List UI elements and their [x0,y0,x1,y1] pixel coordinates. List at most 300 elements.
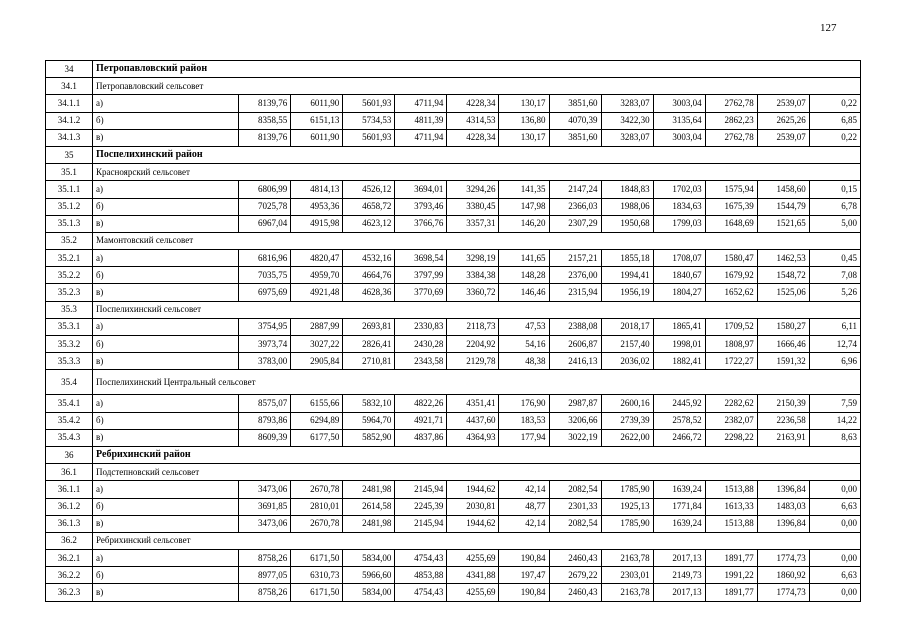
value-cell: 147,98 [499,198,549,215]
value-cell: 2315,94 [549,284,601,301]
row-label: в) [93,353,239,370]
row-code: 35 [46,146,93,163]
table-row [46,112,861,129]
value-cell: 0,00 [809,515,860,532]
row-label: а) [93,481,239,498]
value-cell: 3793,46 [395,198,447,215]
value-cell: 1991,22 [705,567,757,584]
value-cell: 3691,85 [239,498,291,515]
value-cell: 3851,60 [549,95,601,112]
value-cell: 1580,27 [757,318,809,335]
value-cell: 2578,52 [653,412,705,429]
row-code: 36.1.1 [46,481,93,498]
row-code: 35.2 [46,232,93,249]
value-cell: 6,85 [809,112,860,129]
row-label: б) [93,267,239,284]
council-header-row [46,301,861,318]
row-code: 34.1.2 [46,112,93,129]
row-code: 35.2.3 [46,284,93,301]
value-cell: 4814,13 [291,181,343,198]
value-cell: 8977,05 [239,567,291,584]
value-cell: 197,47 [499,567,549,584]
value-cell: 1771,84 [653,498,705,515]
value-cell: 4314,53 [447,112,499,129]
row-code: 36.2.1 [46,550,93,567]
value-cell: 5734,53 [343,112,395,129]
value-cell: 1834,63 [653,198,705,215]
value-cell: 1548,72 [757,267,809,284]
row-code: 35.2.2 [46,267,93,284]
value-cell: 2622,00 [601,429,653,446]
value-cell: 2905,84 [291,353,343,370]
council-title: Поспелихинский сельсовет [93,301,861,318]
row-code: 34.1 [46,78,93,95]
district-title: Петропавловский район [93,61,861,78]
value-cell: 6177,50 [291,429,343,446]
value-cell: 1679,92 [705,267,757,284]
value-cell: 3380,45 [447,198,499,215]
value-cell: 2670,78 [291,481,343,498]
value-cell: 8609,39 [239,429,291,446]
value-cell: 2017,13 [653,550,705,567]
value-cell: 6806,99 [239,181,291,198]
table-row [46,95,861,112]
value-cell: 2301,33 [549,498,601,515]
value-cell: 2388,08 [549,318,601,335]
value-cell: 6,78 [809,198,860,215]
value-cell: 4915,98 [291,215,343,232]
value-cell: 176,90 [499,395,549,412]
council-title: Подстепновский сельсовет [93,464,861,481]
value-cell: 3473,06 [239,515,291,532]
value-cell: 2149,73 [653,567,705,584]
value-cell: 2030,81 [447,498,499,515]
table-row [46,412,861,429]
value-cell: 1521,65 [757,215,809,232]
value-cell: 1860,92 [757,567,809,584]
row-label: б) [93,412,239,429]
value-cell: 3003,04 [653,129,705,146]
value-cell: 1396,84 [757,481,809,498]
value-cell: 2129,78 [447,353,499,370]
row-label: б) [93,567,239,584]
value-cell: 4364,93 [447,429,499,446]
value-cell: 2739,39 [601,412,653,429]
value-cell: 2082,54 [549,481,601,498]
value-cell: 0,45 [809,250,860,267]
value-cell: 1709,52 [705,318,757,335]
value-cell: 1462,53 [757,250,809,267]
table-row [46,250,861,267]
value-cell: 2887,99 [291,318,343,335]
value-cell: 1891,77 [705,584,757,601]
value-cell: 0,22 [809,129,860,146]
table-row [46,181,861,198]
value-cell: 136,80 [499,112,549,129]
council-title: Красноярский сельсовет [93,164,861,181]
value-cell: 2481,98 [343,515,395,532]
value-cell: 1702,03 [653,181,705,198]
table-row [46,481,861,498]
value-cell: 3283,07 [601,95,653,112]
value-cell: 12,74 [809,336,860,353]
value-cell: 2018,17 [601,318,653,335]
value-cell: 2017,13 [653,584,705,601]
value-cell: 3973,74 [239,336,291,353]
value-cell: 2303,01 [601,567,653,584]
value-cell: 2539,07 [757,95,809,112]
value-cell: 2245,39 [395,498,447,515]
value-cell: 8139,76 [239,129,291,146]
value-cell: 4228,34 [447,95,499,112]
value-cell: 6,11 [809,318,860,335]
district-header-row [46,446,861,463]
page-number: 127 [820,22,837,34]
value-cell: 2376,00 [549,267,601,284]
table-row [46,429,861,446]
value-cell: 146,46 [499,284,549,301]
value-cell: 6967,04 [239,215,291,232]
value-cell: 1808,97 [705,336,757,353]
table-row [46,353,861,370]
row-code: 35.3 [46,301,93,318]
table-row [46,395,861,412]
value-cell: 0,00 [809,550,860,567]
row-code: 35.1.1 [46,181,93,198]
value-cell: 1799,03 [653,215,705,232]
value-cell: 3473,06 [239,481,291,498]
value-cell: 1639,24 [653,515,705,532]
value-cell: 42,14 [499,515,549,532]
row-label: б) [93,336,239,353]
value-cell: 2330,83 [395,318,447,335]
row-code: 34.1.3 [46,129,93,146]
value-cell: 1396,84 [757,515,809,532]
value-cell: 3294,26 [447,181,499,198]
value-cell: 3003,04 [653,95,705,112]
district-title: Поспелихинский район [93,146,861,163]
value-cell: 2625,26 [757,112,809,129]
value-cell: 6,63 [809,567,860,584]
value-cell: 7025,78 [239,198,291,215]
row-label: в) [93,515,239,532]
value-cell: 1950,68 [601,215,653,232]
value-cell: 1708,07 [653,250,705,267]
value-cell: 6975,69 [239,284,291,301]
value-cell: 1652,62 [705,284,757,301]
value-cell: 2118,73 [447,318,499,335]
value-cell: 6,96 [809,353,860,370]
value-cell: 4437,60 [447,412,499,429]
value-cell: 4711,94 [395,129,447,146]
value-cell: 1666,46 [757,336,809,353]
value-cell: 8758,26 [239,550,291,567]
value-cell: 5852,90 [343,429,395,446]
value-cell: 2614,58 [343,498,395,515]
table-row [46,284,861,301]
value-cell: 3770,69 [395,284,447,301]
table-row [46,267,861,284]
value-cell: 6171,50 [291,584,343,601]
value-cell: 3283,07 [601,129,653,146]
value-cell: 2236,58 [757,412,809,429]
value-cell: 2460,43 [549,584,601,601]
value-cell: 6011,90 [291,129,343,146]
value-cell: 7035,75 [239,267,291,284]
row-label: а) [93,95,239,112]
row-code: 35.1.2 [46,198,93,215]
row-code: 35.1 [46,164,93,181]
row-code: 36.2.3 [46,584,93,601]
value-cell: 47,53 [499,318,549,335]
value-cell: 1804,27 [653,284,705,301]
value-cell: 1513,88 [705,515,757,532]
value-cell: 3694,01 [395,181,447,198]
row-label: б) [93,198,239,215]
value-cell: 0,22 [809,95,860,112]
value-cell: 146,20 [499,215,549,232]
value-cell: 2670,78 [291,515,343,532]
value-cell: 2204,92 [447,336,499,353]
row-code: 35.4.2 [46,412,93,429]
value-cell: 3357,31 [447,215,499,232]
value-cell: 6310,73 [291,567,343,584]
value-cell: 1994,41 [601,267,653,284]
value-cell: 190,84 [499,584,549,601]
council-header-row [46,532,861,549]
value-cell: 4711,94 [395,95,447,112]
row-code: 35.1.3 [46,215,93,232]
value-cell: 5601,93 [343,95,395,112]
value-cell: 4822,26 [395,395,447,412]
value-cell: 1648,69 [705,215,757,232]
value-cell: 48,38 [499,353,549,370]
table-row [46,550,861,567]
value-cell: 5832,10 [343,395,395,412]
table-row [46,515,861,532]
value-cell: 4811,39 [395,112,447,129]
council-header-row [46,370,861,395]
row-code: 36 [46,446,93,463]
value-cell: 1785,90 [601,481,653,498]
row-code: 35.4 [46,370,93,395]
value-cell: 5966,60 [343,567,395,584]
row-label: в) [93,129,239,146]
value-cell: 2600,16 [601,395,653,412]
value-cell: 6171,50 [291,550,343,567]
council-title: Ребрихинский сельсовет [93,532,861,549]
value-cell: 1988,06 [601,198,653,215]
value-cell: 4658,72 [343,198,395,215]
value-cell: 2693,81 [343,318,395,335]
value-cell: 8575,07 [239,395,291,412]
value-cell: 0,00 [809,584,860,601]
value-cell: 1998,01 [653,336,705,353]
value-cell: 3422,30 [601,112,653,129]
value-cell: 2606,87 [549,336,601,353]
value-cell: 7,08 [809,267,860,284]
value-cell: 2862,23 [705,112,757,129]
row-code: 36.1.2 [46,498,93,515]
value-cell: 4351,41 [447,395,499,412]
value-cell: 2298,22 [705,429,757,446]
value-cell: 8793,86 [239,412,291,429]
table-body [46,61,861,602]
row-label: б) [93,112,239,129]
value-cell: 4754,43 [395,550,447,567]
value-cell: 1458,60 [757,181,809,198]
row-code: 34 [46,61,93,78]
row-code: 36.2.2 [46,567,93,584]
value-cell: 8139,76 [239,95,291,112]
value-cell: 2416,13 [549,353,601,370]
value-cell: 1785,90 [601,515,653,532]
value-cell: 2147,24 [549,181,601,198]
value-cell: 2762,78 [705,129,757,146]
value-cell: 1544,79 [757,198,809,215]
row-label: а) [93,181,239,198]
table-row [46,318,861,335]
value-cell: 1722,27 [705,353,757,370]
row-code: 35.2.1 [46,250,93,267]
value-cell: 148,28 [499,267,549,284]
value-cell: 8358,55 [239,112,291,129]
value-cell: 2710,81 [343,353,395,370]
value-cell: 4255,69 [447,584,499,601]
value-cell: 141,35 [499,181,549,198]
value-cell: 2145,94 [395,515,447,532]
table-row [46,215,861,232]
row-label: в) [93,429,239,446]
value-cell: 0,15 [809,181,860,198]
council-header-row [46,78,861,95]
value-cell: 1944,62 [447,515,499,532]
value-cell: 2445,92 [653,395,705,412]
value-cell: 6151,13 [291,112,343,129]
value-cell: 3360,72 [447,284,499,301]
value-cell: 1591,32 [757,353,809,370]
value-cell: 3298,19 [447,250,499,267]
value-cell: 177,94 [499,429,549,446]
value-cell: 1613,33 [705,498,757,515]
value-cell: 2163,91 [757,429,809,446]
value-cell: 1840,67 [653,267,705,284]
value-cell: 6,63 [809,498,860,515]
row-code: 35.4.3 [46,429,93,446]
council-title: Петропавловский сельсовет [93,78,861,95]
value-cell: 1639,24 [653,481,705,498]
council-header-row [46,164,861,181]
value-cell: 190,84 [499,550,549,567]
value-cell: 1891,77 [705,550,757,567]
value-cell: 48,77 [499,498,549,515]
value-cell: 2157,40 [601,336,653,353]
row-code: 34.1.1 [46,95,93,112]
value-cell: 2810,01 [291,498,343,515]
table-row [46,567,861,584]
council-title: Поспелихинский Центральный сельсовет [93,370,861,395]
value-cell: 1513,88 [705,481,757,498]
district-header-row [46,146,861,163]
value-cell: 42,14 [499,481,549,498]
district-title: Ребрихинский район [93,446,861,463]
value-cell: 7,59 [809,395,860,412]
table-row [46,336,861,353]
value-cell: 4921,48 [291,284,343,301]
value-cell: 1855,18 [601,250,653,267]
value-cell: 4820,47 [291,250,343,267]
value-cell: 4341,88 [447,567,499,584]
value-cell: 4526,12 [343,181,395,198]
row-code: 35.4.1 [46,395,93,412]
row-label: а) [93,395,239,412]
value-cell: 6155,66 [291,395,343,412]
row-label: б) [93,498,239,515]
value-cell: 54,16 [499,336,549,353]
value-cell: 8,63 [809,429,860,446]
value-cell: 3797,99 [395,267,447,284]
value-cell: 3022,19 [549,429,601,446]
value-cell: 2430,28 [395,336,447,353]
value-cell: 6294,89 [291,412,343,429]
value-cell: 14,22 [809,412,860,429]
council-header-row [46,232,861,249]
value-cell: 4837,86 [395,429,447,446]
value-cell: 5964,70 [343,412,395,429]
value-cell: 4628,36 [343,284,395,301]
value-cell: 2460,43 [549,550,601,567]
value-cell: 1865,41 [653,318,705,335]
row-label: а) [93,550,239,567]
value-cell: 4255,69 [447,550,499,567]
value-cell: 4532,16 [343,250,395,267]
value-cell: 1925,13 [601,498,653,515]
row-label: а) [93,318,239,335]
value-cell: 5834,00 [343,584,395,601]
value-cell: 4921,71 [395,412,447,429]
value-cell: 2987,87 [549,395,601,412]
value-cell: 130,17 [499,95,549,112]
value-cell: 3384,38 [447,267,499,284]
value-cell: 4070,39 [549,112,601,129]
value-cell: 2762,78 [705,95,757,112]
value-cell: 1525,06 [757,284,809,301]
value-cell: 1580,47 [705,250,757,267]
district-header-row [46,61,861,78]
value-cell: 3027,22 [291,336,343,353]
row-label: в) [93,284,239,301]
value-cell: 1575,94 [705,181,757,198]
value-cell: 2539,07 [757,129,809,146]
value-cell: 2466,72 [653,429,705,446]
value-cell: 2282,62 [705,395,757,412]
value-cell: 3766,76 [395,215,447,232]
value-cell: 5834,00 [343,550,395,567]
value-cell: 183,53 [499,412,549,429]
value-cell: 0,00 [809,481,860,498]
value-cell: 1483,03 [757,498,809,515]
value-cell: 2036,02 [601,353,653,370]
value-cell: 2826,41 [343,336,395,353]
value-cell: 5601,93 [343,129,395,146]
row-code: 35.3.2 [46,336,93,353]
value-cell: 1675,39 [705,198,757,215]
table-row [46,198,861,215]
value-cell: 6816,96 [239,250,291,267]
row-label: в) [93,584,239,601]
value-cell: 2366,03 [549,198,601,215]
value-cell: 2679,22 [549,567,601,584]
